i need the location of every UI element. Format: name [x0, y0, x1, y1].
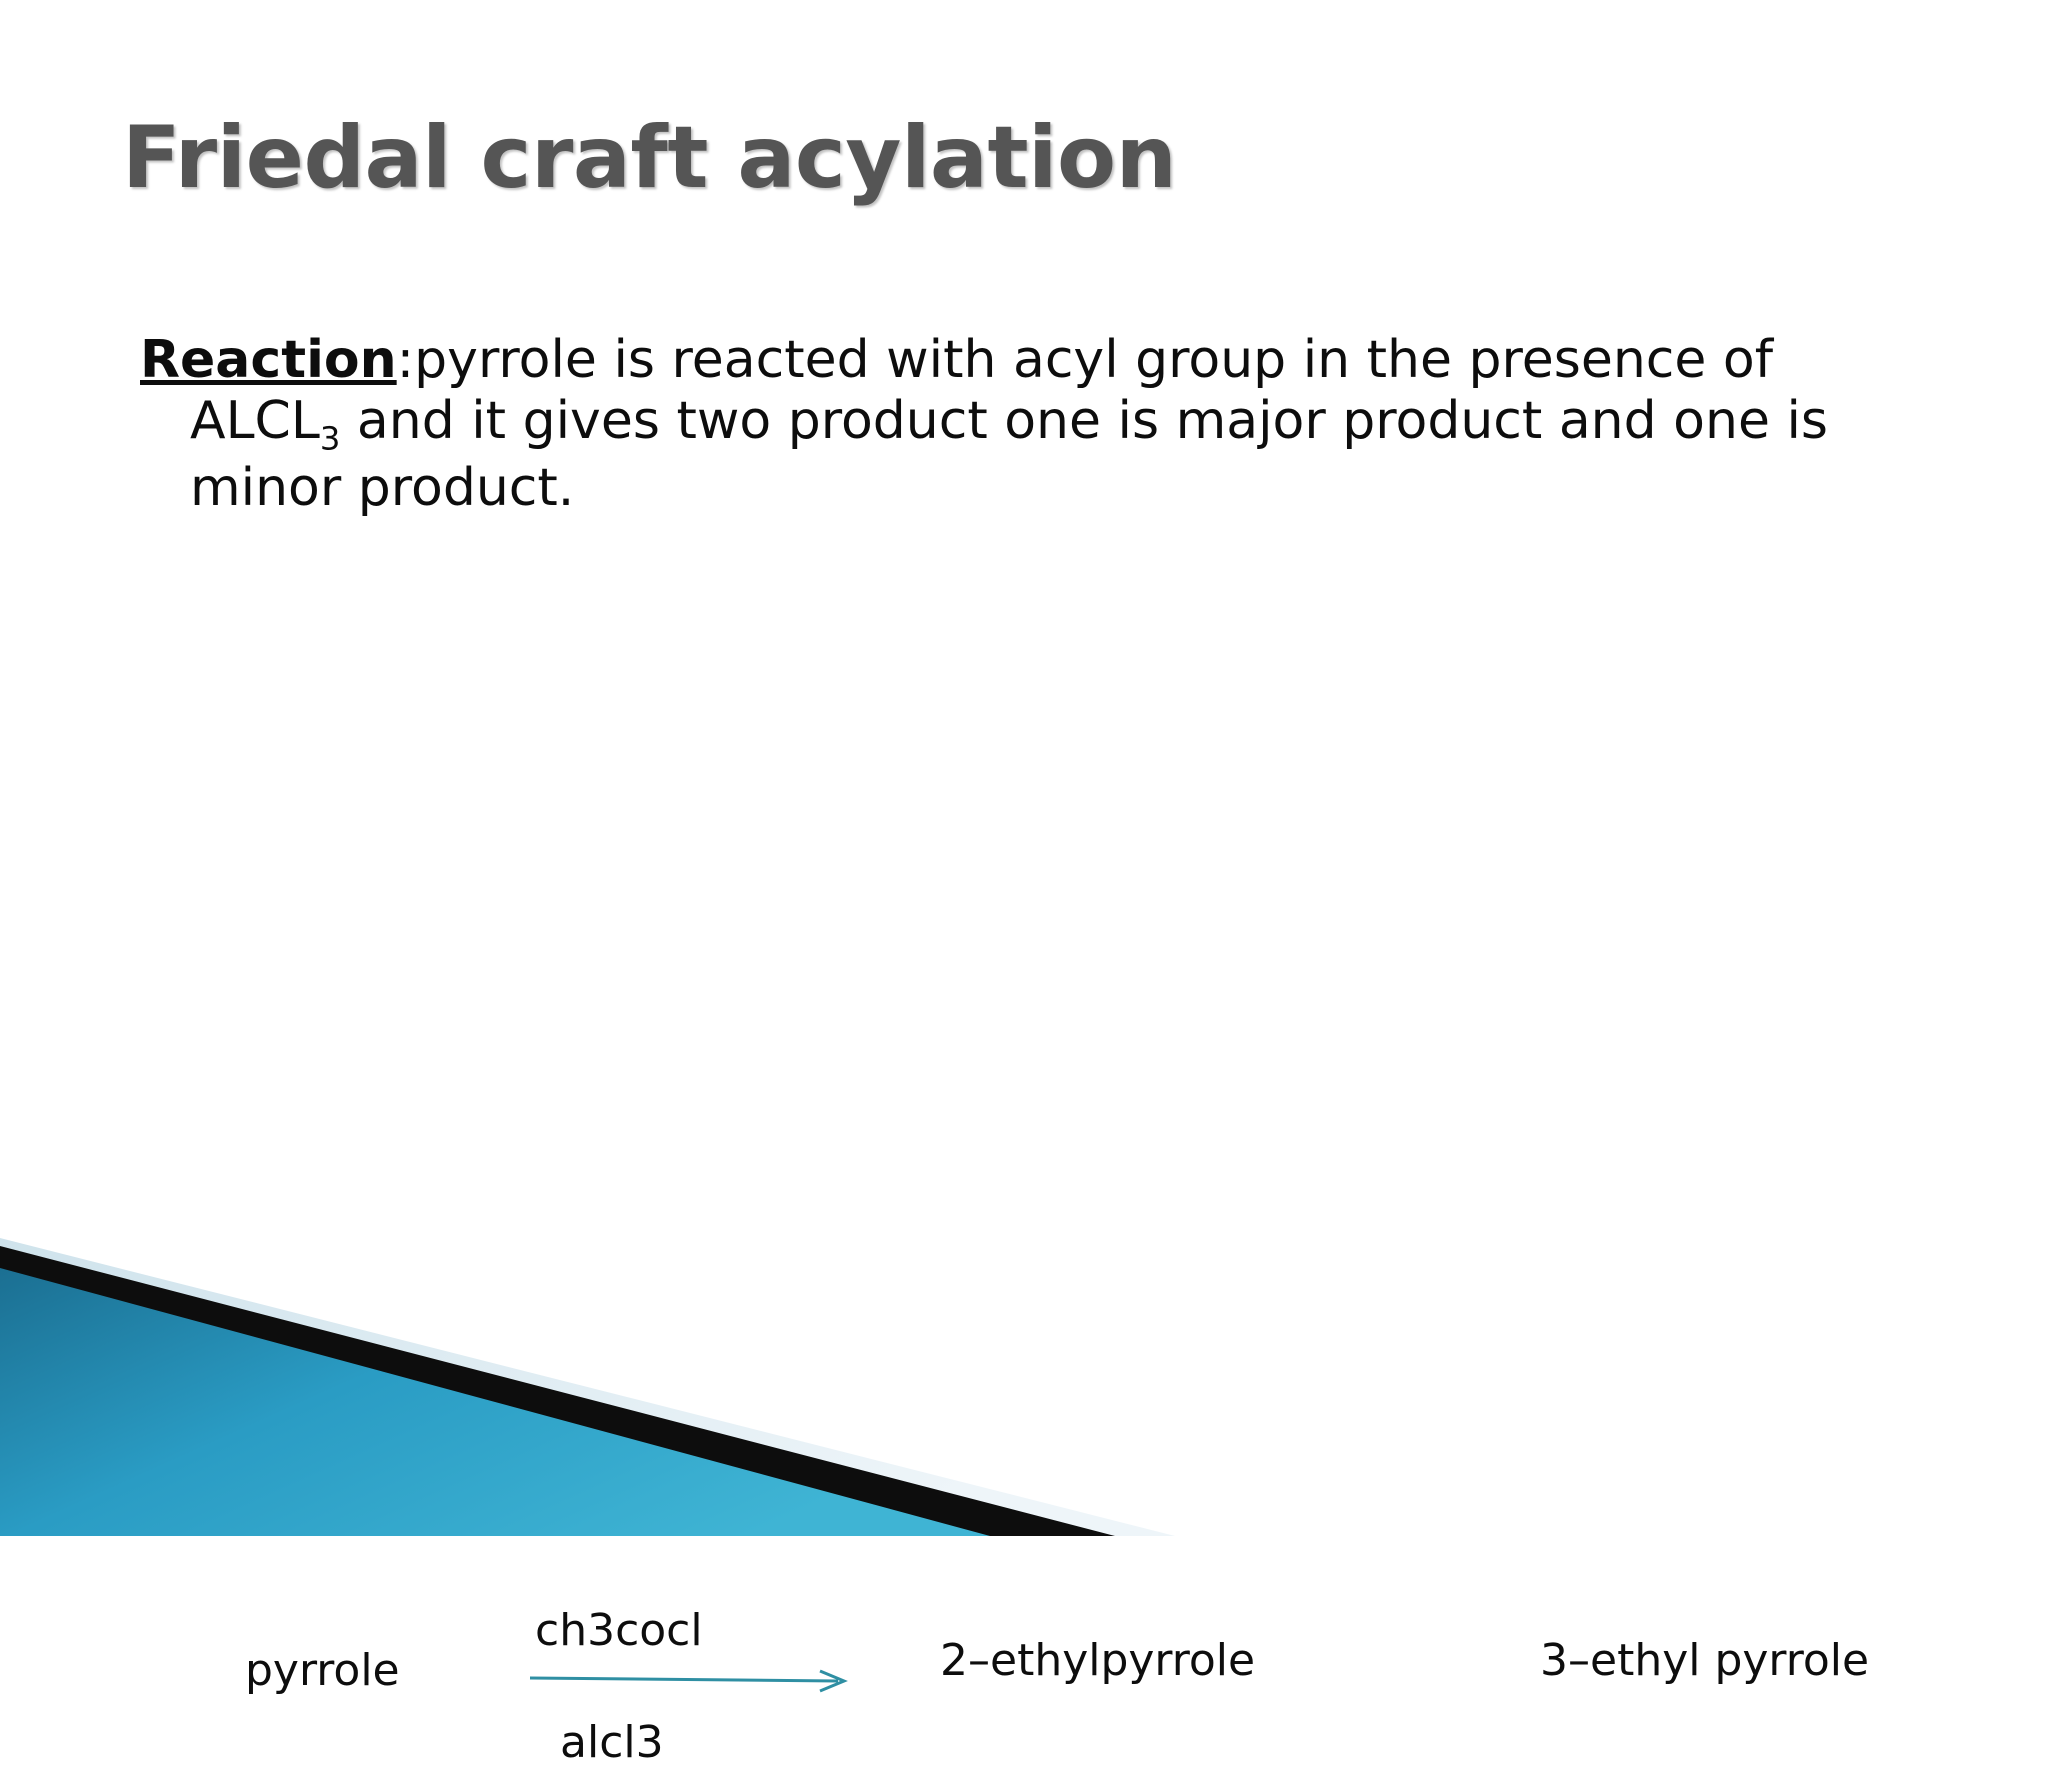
reaction-text-part1: :pyrrole is reacted with acyl group in the presence of ALCL [190, 330, 1774, 452]
scheme-product-major-label: 2–ethylpyrrole [940, 1635, 1256, 1686]
alcl3-subscript: 3 [319, 419, 341, 458]
scheme-reagent-above-arrow: ch3cocl [535, 1605, 703, 1656]
scheme-product-minor-label: 3–ethyl pyrrole [1540, 1635, 1870, 1686]
reaction-description [140, 330, 1890, 519]
reaction-label: Reaction [140, 330, 397, 390]
scheme-reactant-label: pyrrole [245, 1645, 400, 1696]
reaction-text-part2: and it gives two product one is major product and one is minor product. [190, 391, 1829, 518]
reaction-scheme [0, 790, 2048, 1768]
corner-decoration [0, 1216, 1250, 1536]
corner-decoration-shape [0, 1216, 1250, 1536]
page-title: Friedal craft acylation [122, 108, 1177, 208]
reaction-arrow-icon [528, 1666, 858, 1696]
scheme-reagent-below-arrow: alcl3 [560, 1717, 664, 1768]
